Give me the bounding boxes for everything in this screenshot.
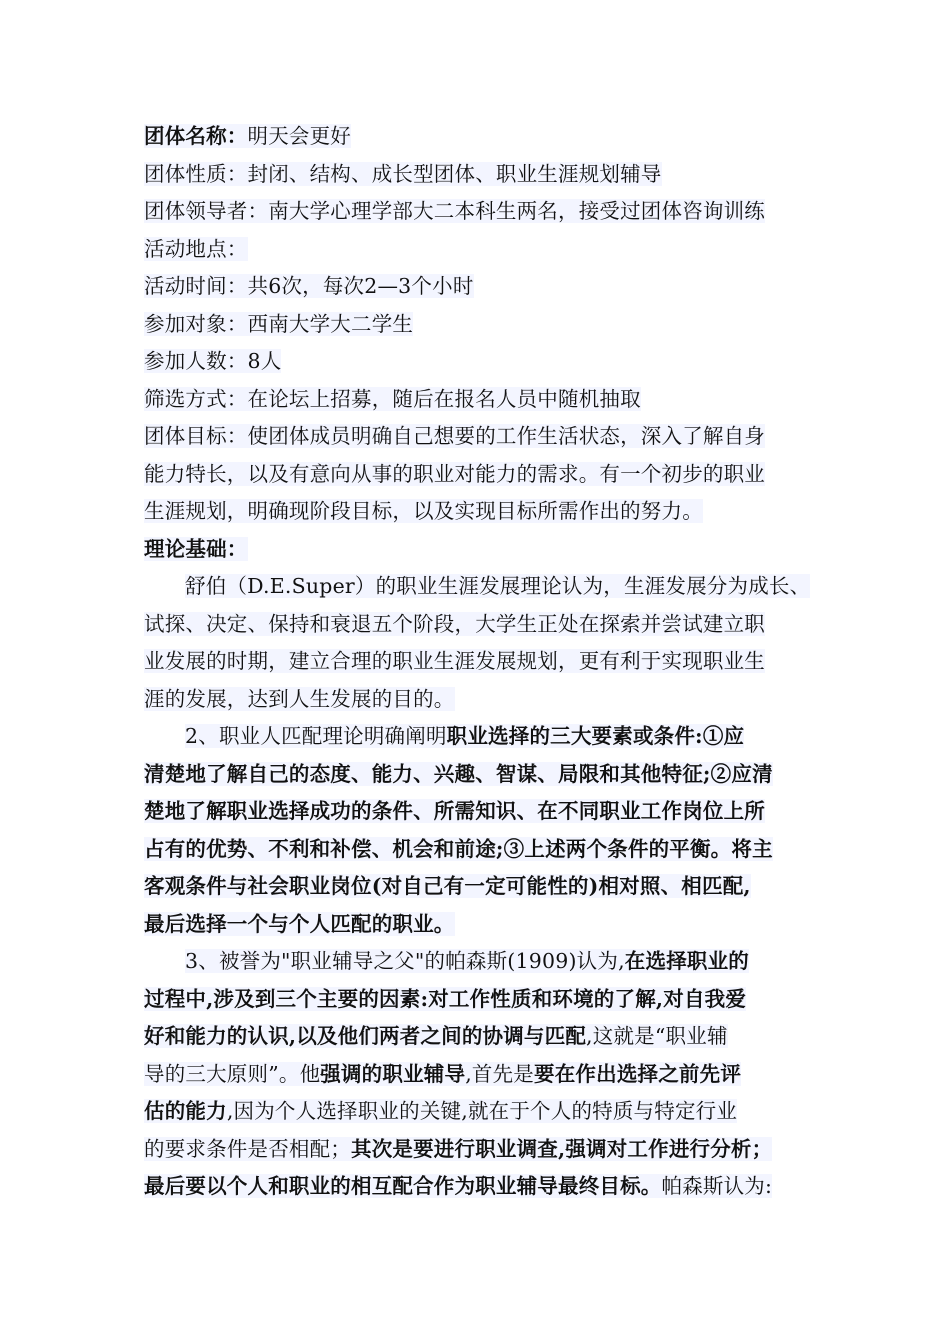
- field-team-name: [144, 118, 844, 156]
- goal-line-1: [144, 418, 844, 456]
- field-team-nature: [144, 156, 844, 194]
- field-value: 南大学心理学部大二本科生两名，接受过团体咨询训练: [268, 199, 766, 223]
- theory-p2-line-3: [144, 793, 844, 831]
- paragraph-text: 帕森斯认为:: [661, 1174, 773, 1198]
- paragraph-text: 试探、决定、保持和衰退五个阶段，大学生正处在探索并尝试建立职: [144, 611, 765, 636]
- theory-p3-line-1: [144, 943, 844, 981]
- paragraph-bold-text: 楚地了解职业选择成功的条件、所需知识、在不同职业工作岗位上所: [144, 799, 765, 823]
- paragraph-bold-text: 强调的职业辅导: [320, 1061, 466, 1086]
- paragraph-text: 2、职业人匹配理论明确阐明: [185, 724, 447, 748]
- paragraph-bold-text: 过程中,涉及到三个主要的因素: [144, 986, 421, 1011]
- paragraph-bold-text: 要在作出选择之前先评: [534, 1061, 742, 1086]
- paragraph-text: ,首先是: [465, 1061, 535, 1086]
- theory-p2-line-2: [144, 756, 844, 794]
- paragraph-bold-text: 清楚地了解自己的态度、能力、兴趣、智谋、局限和其他特征;②应清: [144, 761, 773, 786]
- goal-text: 生涯规划，明确现阶段目标，以及实现目标所需作出的努力。: [144, 499, 703, 523]
- paragraph-bold-text: :对工作性质和环境的了解,对自我爱: [420, 986, 747, 1011]
- theory-p2-line-1: [144, 718, 844, 756]
- field-value: 8人: [247, 349, 282, 373]
- field-time: [144, 268, 844, 306]
- theory-p3-line-3: [144, 1018, 844, 1056]
- paragraph-text: 的要求条件是否相配；: [144, 1136, 351, 1161]
- goal-text: 能力特长，以及有意向从事的职业对能力的需求。有一个初步的职业: [144, 461, 765, 486]
- paragraph-text: 3、被誉为"职业辅导之父"的帕森斯(1909)认为,: [185, 949, 625, 973]
- paragraph-bold-text: 其次是要进行职业调查,强调对工作进行分析；: [351, 1136, 773, 1161]
- paragraph-bold-text: 好和能力的认识,以及他们两者之间的协调与匹配: [144, 1024, 587, 1048]
- field-location: [144, 231, 844, 269]
- paragraph-bold-text: 最后要以个人和职业的相互配合作为职业辅导最终目标。: [144, 1174, 662, 1198]
- document-body: [144, 118, 844, 1206]
- goal-line-3: [144, 493, 844, 531]
- theory-heading: [144, 531, 844, 569]
- goal-text: 使团体成员明确自己想要的工作生活状态，深入了解自身: [247, 424, 765, 448]
- field-selection-method: [144, 381, 844, 419]
- theory-p3-line-6: [144, 1131, 844, 1169]
- field-label: 活动时间：: [144, 274, 248, 298]
- paragraph-bold-text: 估的能力: [144, 1099, 227, 1123]
- paragraph-text: 业发展的时期，建立合理的职业生涯发展规划，更有利于实现职业生: [144, 649, 765, 673]
- theory-p2-line-6: [144, 906, 844, 944]
- field-value: 封闭、结构、成长型团体、职业生涯规划辅导: [247, 161, 662, 186]
- paragraph-bold-text: 最后选择一个与个人匹配的职业。: [144, 911, 455, 936]
- paragraph-text: ,这就是“职业辅: [586, 1024, 728, 1048]
- field-value: 西南大学大二学生: [247, 311, 414, 336]
- field-label: 筛选方式：: [144, 386, 248, 411]
- paragraph-bold-text: 职业选择的三大要素或条件:①应: [446, 724, 745, 748]
- field-label: 活动地点：: [144, 236, 248, 261]
- paragraph-text: 舒伯（D.E.Super）的职业生涯发展理论认为，生涯发展分为成长、: [185, 574, 811, 598]
- paragraph-bold-text: 占有的优势、不利和补偿、机会和前途;③上述两个条件的平衡。将主: [144, 836, 773, 861]
- field-participants: [144, 306, 844, 344]
- theory-p2-line-4: [144, 831, 844, 869]
- goal-line-2: [144, 456, 844, 494]
- paragraph-text: 涯的发展，达到人生发展的目的。: [144, 686, 455, 711]
- field-value: 在论坛上招募，随后在报名人员中随机抽取: [247, 386, 641, 411]
- theory-p3-line-2: [144, 981, 844, 1019]
- paragraph-bold-text: 客观条件与社会职业岗位(对自己有一定可能性的)相对照、相匹配,: [144, 874, 751, 898]
- paragraph-text: 导的三大原则”。他: [144, 1061, 321, 1086]
- field-team-leader: [144, 193, 844, 231]
- theory-p2-line-5: [144, 868, 844, 906]
- paragraph-text: ,因为个人选择职业的关键,就在于个人的特质与特定行业: [226, 1099, 738, 1123]
- theory-p1-line-4: [144, 681, 844, 719]
- field-label: 团体性质：: [144, 161, 248, 186]
- theory-p3-line-7: [144, 1168, 844, 1206]
- field-label: 团体名称：: [144, 124, 248, 148]
- field-participant-count: [144, 343, 844, 381]
- field-label: 团体领导者：: [144, 199, 269, 223]
- theory-p1-line-3: [144, 643, 844, 681]
- theory-p3-line-4: [144, 1056, 844, 1094]
- theory-p3-line-5: [144, 1093, 844, 1131]
- field-value: 明天会更好: [247, 124, 351, 148]
- field-value: 共6次，每次2—3个小时: [247, 274, 474, 298]
- theory-p1-line-2: [144, 606, 844, 644]
- field-label: 参加对象：: [144, 311, 248, 336]
- goal-label: 团体目标：: [144, 424, 248, 448]
- paragraph-bold-text: 在选择职业的: [624, 949, 749, 973]
- theory-p1-line-1: [144, 568, 844, 606]
- field-label: 参加人数：: [144, 349, 248, 373]
- section-heading: 理论基础：: [144, 536, 248, 561]
